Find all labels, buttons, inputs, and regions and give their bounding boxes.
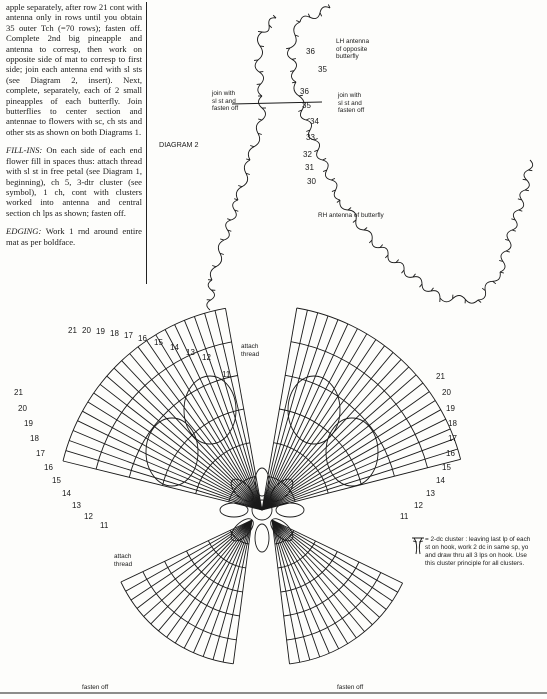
left-row-number: 15 [52,476,61,485]
upper-right-wing [262,308,461,510]
chain-loops [207,18,276,310]
right-antenna-chain [286,4,533,303]
diagram-title: DIAGRAM 2 [159,140,199,149]
fasten-off-right-label: fasten off [337,684,364,691]
fill-ins-label: FILL-INS: [6,145,43,156]
top-row-number: 16 [138,334,147,343]
top-row-number: 11 [222,370,231,379]
chain-loops [287,7,532,303]
left-row-number: 21 [14,388,23,397]
antenna-row-number: 30 [307,177,316,186]
edging-text: Work 1 rnd around entire mat as per boldface. [6,226,142,247]
antenna-row-number: 35 [318,65,327,74]
join-right-label: join with sl st and fasten off [338,92,365,115]
antenna-row-number: 33 [306,133,315,142]
right-row-number: 14 [436,476,445,485]
left-row-number: 19 [24,419,33,428]
cluster-legend-text: = 2-dc cluster : leaving last lp of each st on hook, work 2 dc in same sp, yo and draw thru all 3 lps on hook. Use this cluster principle for all clusters. [425,536,531,567]
top-row-number: 13 [186,348,195,357]
right-row-number: 12 [414,501,423,510]
fill-ins-text: On each side of each end flower fill in spaces thus: attach thread with sl st in free petal (see Diagram 1, beginning), ch 5, 3-dtr cluster (see symbol), 1 ch, cont with clusters worked into antenna and central section ch lps as shown; fasten off. [6,145,142,218]
antenna-row-number: 31 [305,163,314,172]
top-row-number: 21 [68,326,77,335]
lower-left-wing [121,520,252,664]
left-row-number: 12 [84,512,93,521]
left-row-number: 17 [36,449,45,458]
right-row-number: 15 [442,463,451,472]
top-row-number: 12 [202,353,211,362]
left-row-number: 11 [100,521,109,530]
right-row-number: 13 [426,489,435,498]
stitch-mark [238,186,242,187]
left-row-number: 18 [30,434,39,443]
rh-antenna-label: RH antenna of butterfly [318,212,384,219]
row-numbers [14,47,457,530]
right-row-number: 20 [442,388,451,397]
antenna-row-number: 32 [303,150,312,159]
pineapple-motif [326,418,378,486]
left-row-number: 14 [62,489,71,498]
butterfly-motif [63,308,461,664]
join-left-label: join with sl st and fasten off [212,90,239,113]
antenna-row-number: 35 [302,101,311,110]
instructions-paragraph: apple separately, after row 21 cont with antenna only in rows until you obtain 35 outer Tch (=70 rows); fasten off. Complete 2nd big pineapple and antenna to corresp, then work on opposite side of mat to corresp to first side; join each antenna end with sl sts (see Diagram 2, insert). Next, complete, separately, each of 2 small pineapples of each butterfly. Join butterflies to center section and antennae to flowers with sc, ch sts and other sts as shown on both Diagrams 1. [6,2,142,137]
lower-right-wing [272,520,403,664]
antenna-row-number: 36 [300,87,309,96]
left-antenna-chain [207,15,276,310]
top-row-number: 17 [124,331,133,340]
right-row-number: 16 [446,449,455,458]
right-row-number: 21 [436,372,445,381]
top-row-number: 14 [170,343,179,352]
top-row-number: 19 [96,327,105,336]
edging-label: EDGING: [6,226,42,237]
top-row-number: 18 [110,329,119,338]
flower-petal [276,503,304,517]
left-row-number: 13 [72,501,81,510]
antenna-row-number: 36 [306,47,315,56]
stitch-mark [212,266,216,267]
right-row-number: 17 [448,434,457,443]
right-row-number: 11 [400,512,409,521]
cluster-symbol-icon [412,538,424,554]
flower-petal [255,524,269,552]
left-row-number: 16 [44,463,53,472]
right-row-number: 18 [448,419,457,428]
right-row-number: 19 [446,404,455,413]
antenna-row-number: 34 [310,117,319,126]
attach-thread-top-label: attach thread [241,343,260,358]
left-row-number: 20 [18,404,27,413]
attach-thread-left-label: attach thread [114,553,133,568]
top-row-number: 20 [82,326,91,335]
flower-petal [220,503,248,517]
lh-antenna-label: LH antenna of opposite butterfly [336,38,370,61]
fasten-off-left-label: fasten off [82,684,109,691]
pineapple-motif [146,418,198,486]
top-row-number: 15 [154,338,163,347]
stitch-mark [250,146,254,147]
